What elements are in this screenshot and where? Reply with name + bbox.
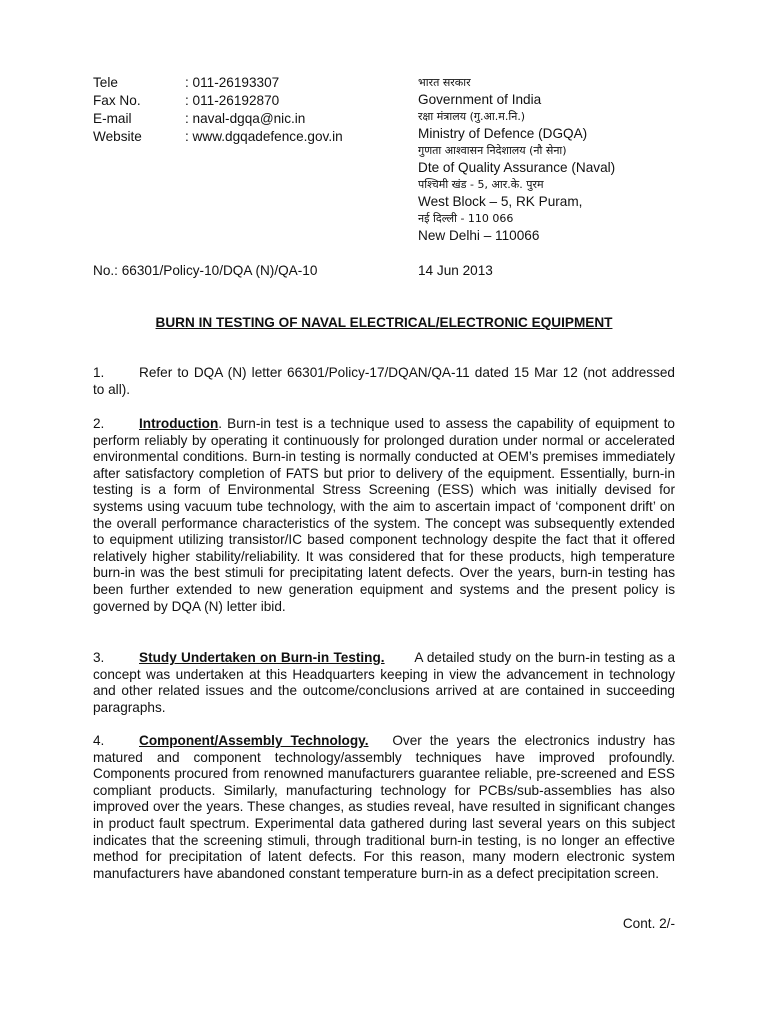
paragraph-text: A detailed study on the burn-in testing as a concept was undertaken at this Headquarters keeping in view the advancement in technology and other related issues and the outcome/conclusions arrived at are contained in succeeding paragraphs. (93, 650, 676, 715)
contact-label: E-mail (93, 111, 132, 126)
paragraph-text: Over the years the electronics industry has matured and component technology/assembly techniques have improved profoundly. Components procured from renowned manufacturers guarantee reliable, pre-screened and ESS compliant products. Similarly, manufacturing technology for PCBs/sub-assemblies has also improved over the years. These changes, as studies reveal, have resulted in significant changes in product fault spectrum. Experimental data gathered during last several years on this subject indicates that the screening stimuli, through traditional burn-in testing, is no longer an effective method for precipitation of latent defects. For this reason, many modern electronic system manufacturers have abandoned constant temperature burn-in as a defect precipitation screen. (93, 733, 675, 881)
continuation-note: Cont. 2/- (622, 916, 675, 931)
paragraph-number: 1. (93, 365, 105, 380)
contact-value: : 011-26192870 (185, 93, 280, 108)
paragraph-number: 3. (93, 650, 105, 665)
paragraph-heading: Introduction (139, 416, 219, 431)
paragraph-text: Refer to DQA (N) letter 66301/Policy-17/DQAN/QA-11 dated 15 Mar 12 (not addressed to all). (93, 365, 675, 397)
address-line: Ministry of Defence (DGQA) (418, 126, 588, 141)
contact-value: : naval-dgqa@nic.in (185, 111, 306, 126)
document-title: BURN IN TESTING OF NAVAL ELECTRICAL/ELECTRONIC EQUIPMENT (155, 315, 613, 330)
contact-row-website (93, 128, 405, 146)
contact-label: Fax No. (93, 93, 141, 108)
reference-date: 14 Jun 2013 (418, 263, 493, 278)
paragraph-2 (93, 416, 675, 615)
address-line-hindi: रक्षा मंत्रालय (गु.आ.म.नि.) (418, 110, 526, 123)
address-line: Dte of Quality Assurance (Naval) (418, 160, 616, 175)
paragraph-number: 4. (93, 733, 105, 748)
paragraph-3 (93, 650, 675, 716)
address-line-hindi: गुणता आश्वासन निदेशालय (नौ सेना) (418, 144, 567, 157)
address-line: West Block – 5, RK Puram, (418, 194, 583, 209)
contact-label: Tele (93, 75, 118, 90)
paragraph-4 (93, 733, 675, 882)
address-block (418, 74, 615, 244)
reference-row (93, 263, 693, 281)
address-line: Government of India (418, 92, 542, 107)
contact-block (93, 74, 405, 146)
contact-value: : 011-26193307 (185, 75, 280, 90)
paragraph-text: . Burn-in test is a technique used to assess the capability of equipment to perform reliably by operating it continuously for prolonged duration under normal or accelerated environmental conditions. Burn-in testing is normally conducted at OEM’s premises immediately after satisfactory completion of FATS but prior to delivery of the equipment. Essentially, burn-in testing is a form of Environmental Stress Screening (ESS) which was initially devised for systems using vacuum tube technology, with the aim to ascertain impact of ‘component drift’ on the overall performance characteristics of the system. The concept was subsequently extended to equipment utilizing transistor/IC based component technology despite the fact that it offered relatively higher stability/reliability. It was considered that for these products, high temperature burn-in was the best stimuli for precipitating latent defects. Over the years, burn-in testing has been further extended to new generation equipment and systems and the present policy is governed by DQA (N) letter ibid. (93, 416, 675, 614)
contact-label: Website (93, 129, 142, 144)
paragraph-number: 2. (93, 416, 105, 431)
contact-row-email (93, 110, 405, 128)
address-line-hindi: पश्चिमी खंड - 5, आर.के. पुरम (418, 178, 544, 191)
paragraph-1 (93, 365, 675, 398)
contact-row-tele (93, 74, 405, 92)
contact-value: : www.dgqadefence.gov.in (185, 129, 343, 144)
paragraph-heading: Component/Assembly Technology. (139, 733, 369, 748)
address-line: New Delhi – 110066 (418, 228, 540, 243)
address-line-hindi: नई दिल्ली - 110 066 (418, 212, 514, 225)
address-line-hindi: भारत सरकार (418, 76, 471, 89)
paragraph-heading: Study Undertaken on Burn-in Testing. (139, 650, 385, 665)
reference-number: No.: 66301/Policy-10/DQA (N)/QA-10 (93, 263, 318, 278)
contact-row-fax (93, 92, 405, 110)
